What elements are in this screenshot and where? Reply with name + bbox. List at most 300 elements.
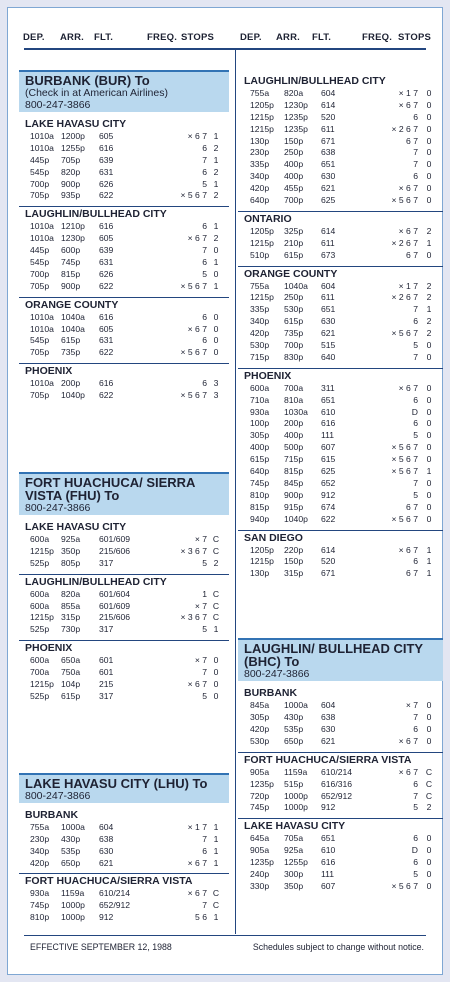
frequency: × 1 7 [398, 280, 418, 291]
stops: 1 [426, 466, 432, 477]
departure-time: 1010a [30, 221, 54, 232]
destination-title: LAKE HAVASU CITY [25, 118, 127, 130]
destination-title: SAN DIEGO [238, 530, 443, 545]
destination-title: ONTARIO [238, 211, 443, 226]
flight-row [19, 190, 229, 202]
section-spacer [238, 580, 443, 638]
frequency: × 5 6 7 [391, 195, 418, 206]
departure-time: 340p [30, 845, 50, 856]
frequency: × 7 [405, 700, 418, 711]
frequency: 6 7 [406, 501, 418, 512]
header-freq: FREQ. [362, 32, 393, 43]
destination-title: LAKE HAVASU CITY [25, 521, 127, 534]
departure-time: 545p [30, 335, 50, 346]
departure-time: 705p [30, 390, 50, 401]
arrival-time: 1159a [284, 766, 308, 777]
origin-title: LAUGHLIN/ BULLHEAD CITY (BHC) To [244, 641, 423, 670]
arrival-time: 845p [284, 477, 304, 488]
frequency: 7 [413, 351, 418, 362]
flight-number: 651 [321, 833, 336, 844]
arrival-time: 815p [61, 268, 81, 279]
frequency: × 6 7 [187, 888, 207, 899]
destination-block [238, 752, 443, 815]
stops: 2 [213, 190, 219, 201]
departure-time: 1235p [250, 778, 274, 789]
frequency: × 2 6 7 [391, 123, 418, 134]
flight-row [238, 171, 443, 183]
flight-row [238, 124, 443, 136]
stops: 0 [213, 268, 219, 279]
frequency: 5 [413, 868, 418, 879]
flight-number: 215 [99, 679, 114, 690]
flight-number: 616 [99, 311, 114, 322]
departure-time: 640p [250, 466, 270, 477]
flight-row [238, 845, 443, 857]
frequency: 6 [413, 111, 418, 122]
departure-time: 700p [30, 268, 50, 279]
stops: 0 [426, 723, 432, 734]
destination-block [19, 363, 229, 402]
frequency: 6 7 [406, 568, 418, 579]
stops: 1 [213, 833, 219, 844]
flight-row [238, 454, 443, 466]
frequency: 6 [202, 221, 207, 232]
departure-time: 600a [30, 534, 50, 545]
departure-time: 130p [250, 135, 270, 146]
arrival-time: 1200p [61, 131, 85, 141]
departure-time: 1010a [30, 142, 54, 153]
flight-number: 605 [99, 233, 114, 244]
frequency: 6 [413, 394, 418, 405]
departure-time: 745p [30, 900, 50, 911]
frequency: 6 [413, 556, 418, 567]
arrival-time: 400p [284, 171, 304, 182]
departure-time: 600a [250, 382, 270, 393]
frequency: 5 6 [195, 912, 207, 923]
flight-row [19, 888, 229, 900]
flight-row [19, 612, 229, 624]
flight-number: 652/912 [99, 900, 131, 911]
frequency: × 6 7 [187, 323, 207, 334]
section-spacer [19, 703, 229, 773]
arrival-time: 1040a [61, 323, 85, 334]
destination-block [19, 640, 229, 703]
arrival-time: 925a [284, 845, 304, 856]
frequency: D [411, 406, 418, 417]
departure-time: 420p [250, 183, 270, 194]
flight-number: 638 [99, 833, 114, 844]
flight-row [19, 546, 229, 558]
stops: 0 [213, 311, 219, 322]
stops: C [212, 534, 220, 545]
stops: 0 [426, 88, 432, 98]
departure-time: 1215p [30, 545, 54, 556]
arrival-time: 455p [284, 183, 304, 194]
arrival-time: 820a [61, 588, 81, 599]
departure-time: 100p [250, 418, 270, 429]
arrival-time: 1000p [61, 900, 85, 911]
departure-time: 745p [250, 802, 270, 813]
stops: 0 [426, 418, 432, 429]
flight-row [238, 881, 443, 893]
header-arr: ARR. [60, 32, 85, 43]
destination-title: PHOENIX [238, 368, 443, 383]
stops: 0 [426, 249, 432, 260]
frequency: 5 [413, 489, 418, 500]
flight-number: 625 [321, 195, 336, 206]
flight-number: 630 [321, 171, 336, 182]
departure-time: 1215p [250, 123, 274, 134]
stops: C [212, 588, 220, 599]
change-notice: Schedules subject to change without notice. [252, 942, 424, 952]
departure-time: 1010a [30, 323, 54, 334]
stops: 0 [426, 195, 432, 206]
departure-time: 335p [250, 304, 270, 315]
flight-row [19, 667, 229, 679]
flight-row [238, 183, 443, 195]
arrival-time: 1000p [61, 912, 85, 923]
stops: 1 [426, 544, 432, 555]
frequency: 6 [413, 723, 418, 734]
frequency: 6 [413, 316, 418, 327]
arrival-time: 700p [284, 340, 304, 351]
flight-number: 614 [321, 225, 336, 236]
arrival-time: 210p [284, 237, 304, 248]
arrival-time: 530p [284, 304, 304, 315]
flight-number: 639 [99, 245, 114, 256]
flight-row [238, 383, 443, 395]
flight-number: 601 [99, 667, 114, 678]
stops: 0 [213, 690, 219, 701]
departure-time: 600a [30, 588, 50, 599]
flight-number: 630 [321, 723, 336, 734]
flight-row [238, 340, 443, 352]
arrival-time: 830p [284, 351, 304, 362]
departure-time: 530p [250, 735, 270, 746]
stops: 0 [213, 667, 219, 678]
stops: 0 [213, 679, 219, 690]
frequency: × 6 7 [398, 544, 418, 555]
arrival-time: 745p [61, 257, 81, 268]
flight-number: 651 [321, 304, 336, 315]
destination-block [19, 574, 229, 637]
flight-number: 610 [321, 845, 336, 856]
arrival-time: 810a [284, 394, 304, 405]
flight-row [238, 238, 443, 250]
arrival-time: 730p [61, 624, 81, 635]
departure-time: 230p [250, 147, 270, 158]
departure-time: 845a [250, 700, 270, 711]
stops: 2 [213, 142, 219, 153]
stops: 0 [426, 382, 432, 393]
departure-time: 905a [250, 845, 270, 856]
arrival-time: 650p [284, 735, 304, 746]
flight-number: 630 [321, 316, 336, 327]
stops: 2 [426, 280, 432, 291]
flight-row [238, 514, 443, 526]
stops: 0 [426, 489, 432, 500]
arrival-time: 1000p [284, 802, 308, 813]
stops: 1 [213, 154, 219, 165]
stops: 0 [426, 833, 432, 844]
flight-row [238, 490, 443, 502]
flight-row [19, 846, 229, 858]
flight-number: 611 [321, 237, 335, 248]
stops: 2 [426, 328, 432, 339]
arrival-time: 715p [284, 454, 304, 465]
flight-row [238, 833, 443, 845]
stops: 0 [426, 351, 432, 362]
frequency: 5 [202, 624, 207, 635]
flight-number: 601/609 [99, 600, 131, 611]
flight-row [238, 159, 443, 171]
header-flt: FLT. [312, 32, 332, 43]
departure-time: 705p [30, 347, 50, 358]
departure-time: 700a [30, 667, 50, 678]
arrival-time: 650p [61, 857, 81, 868]
flight-row [238, 724, 443, 736]
frequency: 7 [202, 245, 207, 256]
arrival-time: 915p [284, 501, 304, 512]
flight-row [238, 767, 443, 779]
frequency: × 6 7 [398, 225, 418, 236]
frequency: × 6 7 [398, 99, 418, 110]
frequency: × 5 6 7 [391, 328, 418, 339]
flight-number: 604 [321, 88, 336, 98]
destination-block [238, 686, 443, 748]
stops: 2 [213, 166, 219, 177]
departure-time: 930a [250, 406, 270, 417]
flight-number: 912 [99, 912, 114, 923]
departure-time: 1205p [250, 99, 274, 110]
flight-number: 621 [321, 735, 336, 746]
flight-number: 601 [99, 655, 114, 666]
destination-block [19, 808, 229, 870]
header-stops: STOPS [181, 32, 215, 43]
flight-number: 604 [99, 821, 114, 832]
flight-number: 639 [99, 154, 114, 165]
departure-time: 645a [250, 833, 270, 844]
destination-title: LAUGHLIN/BULLHEAD CITY [19, 206, 229, 221]
flight-row [238, 502, 443, 514]
departure-time: 600a [30, 655, 50, 666]
flight-row [238, 112, 443, 124]
flight-row [238, 466, 443, 478]
flight-row [238, 88, 443, 100]
flight-number: 611 [321, 123, 335, 134]
flight-row [19, 558, 229, 570]
frequency: 7 [413, 712, 418, 723]
frequency: 7 [413, 147, 418, 158]
flight-row [19, 179, 229, 191]
flight-number: 604 [321, 700, 336, 711]
frequency: 5 [202, 268, 207, 279]
effective-date: EFFECTIVE SEPTEMBER 12, 1988 [30, 942, 172, 952]
stops: 0 [426, 340, 432, 351]
arrival-time: 820p [61, 166, 81, 177]
flight-number: 311 [321, 382, 335, 393]
departure-time: 755a [250, 280, 270, 291]
flight-number: 631 [99, 335, 114, 346]
arrival-time: 815p [284, 466, 304, 477]
arrival-time: 820a [284, 88, 304, 98]
flight-row [19, 155, 229, 167]
stops: 1 [426, 304, 432, 315]
flight-row [238, 791, 443, 803]
flight-number: 621 [99, 857, 114, 868]
stops: 0 [426, 430, 432, 441]
arrival-time: 1040a [284, 280, 308, 291]
arrival-time: 150p [284, 556, 304, 567]
frequency: × 6 7 [187, 233, 207, 244]
frequency: 5 [413, 340, 418, 351]
flight-row [238, 328, 443, 340]
stops: 2 [426, 225, 432, 236]
stops: 2 [426, 292, 432, 303]
flight-number: 607 [321, 880, 336, 891]
departure-time: 745p [250, 477, 270, 488]
arrival-time: 700p [284, 195, 304, 206]
departure-time: 810p [250, 489, 270, 500]
destination-title: ORANGE COUNTY [19, 297, 229, 312]
stops: 2 [426, 802, 432, 813]
destination-block [238, 74, 443, 207]
arrival-time: 1000a [284, 700, 308, 711]
destination-title: FORT HUACHUCA/SIERRA VISTA [238, 752, 443, 767]
arrival-time: 900p [61, 280, 81, 291]
arrival-time: 325p [284, 225, 304, 236]
flight-row [19, 858, 229, 870]
flight-row [19, 167, 229, 179]
frequency: 6 [413, 857, 418, 868]
departure-time: 1010a [30, 131, 54, 141]
arrival-time: 200p [61, 378, 81, 389]
destination-title: BURBANK [244, 687, 298, 700]
frequency: × 1 7 [187, 821, 207, 832]
flight-number: 601/604 [99, 588, 131, 599]
arrival-time: 750a [61, 667, 81, 678]
header-dep: DEP. [240, 32, 262, 43]
origin-title: BURBANK (BUR) To [25, 73, 150, 88]
departure-time: 1010a [30, 233, 54, 244]
departure-time: 525p [30, 624, 50, 635]
flight-row [238, 407, 443, 419]
flight-number: 111 [321, 868, 335, 879]
flight-row [238, 442, 443, 454]
frequency: × 5 6 7 [180, 280, 207, 291]
flight-number: 671 [321, 568, 336, 579]
flight-row [19, 691, 229, 703]
frequency: × 6 7 [187, 131, 207, 141]
flight-row [238, 418, 443, 430]
frequency: 6 [413, 778, 418, 789]
flight-number: 520 [321, 111, 336, 122]
flight-number: 622 [321, 513, 336, 524]
frequency: 6 7 [406, 135, 418, 146]
flight-number: 625 [321, 466, 336, 477]
flight-row [19, 269, 229, 281]
departure-time: 420p [250, 328, 270, 339]
destination-block [19, 117, 229, 202]
stops: 0 [426, 735, 432, 746]
header-flt: FLT. [94, 32, 114, 43]
arrival-time: 1000a [61, 821, 85, 832]
stops: 1 [426, 568, 432, 579]
departure-time: 1010a [30, 311, 54, 322]
stops: 1 [213, 178, 219, 189]
origin-title: FORT HUACHUCA/ SIERRA VISTA (FHU) To [25, 475, 195, 504]
arrival-time: 1230p [284, 99, 308, 110]
flight-row [19, 312, 229, 324]
stops: 3 [213, 390, 219, 401]
stops: 3 [213, 378, 219, 389]
stops: 0 [426, 171, 432, 182]
stops: 1 [426, 556, 432, 567]
frequency: 7 [413, 304, 418, 315]
arrival-time: 705a [284, 833, 304, 844]
frequency: × 7 [194, 655, 207, 666]
flight-number: 638 [321, 712, 336, 723]
flight-number: 622 [99, 190, 114, 201]
flight-number: 640 [321, 351, 336, 362]
header-freq: FREQ. [147, 32, 178, 43]
flight-row [238, 316, 443, 328]
arrival-time: 500p [284, 442, 304, 453]
frequency: × 5 6 7 [391, 466, 418, 477]
flight-number: 616/316 [321, 778, 353, 789]
footer-rule [24, 935, 426, 936]
frequency: × 3 6 7 [180, 612, 207, 623]
flight-row [238, 869, 443, 881]
frequency: 5 [413, 802, 418, 813]
departure-time: 305p [250, 712, 270, 723]
arrival-time: 200p [284, 418, 304, 429]
flight-number: 622 [99, 280, 114, 291]
flight-row [19, 347, 229, 359]
stops: 2 [213, 557, 219, 568]
stops: 0 [426, 394, 432, 405]
departure-time: 940p [250, 513, 270, 524]
stops: 0 [426, 501, 432, 512]
flight-number: 607 [321, 442, 336, 453]
flight-row [19, 390, 229, 402]
arrival-time: 1210p [61, 221, 85, 232]
flight-row [19, 281, 229, 293]
departure-time: 1215p [250, 111, 274, 122]
stops: 0 [426, 123, 432, 134]
flight-row [238, 100, 443, 112]
stops: 0 [426, 477, 432, 488]
arrival-time: 515p [284, 778, 304, 789]
flight-row [19, 335, 229, 347]
frequency: × 5 6 7 [391, 513, 418, 524]
stops: 1 [213, 624, 219, 635]
origin-header [238, 638, 443, 681]
flight-row [19, 589, 229, 601]
arrival-time: 300p [284, 868, 304, 879]
frequency: 6 [202, 845, 207, 856]
flight-number: 614 [321, 544, 336, 555]
frequency: 1 [202, 588, 207, 599]
departure-time: 400p [250, 442, 270, 453]
flight-row [238, 250, 443, 262]
flight-number: 616 [99, 221, 114, 232]
flight-row [19, 655, 229, 667]
frequency: × 2 6 7 [391, 292, 418, 303]
frequency: D [411, 845, 418, 856]
stops: 0 [426, 845, 432, 856]
flight-row [238, 779, 443, 791]
